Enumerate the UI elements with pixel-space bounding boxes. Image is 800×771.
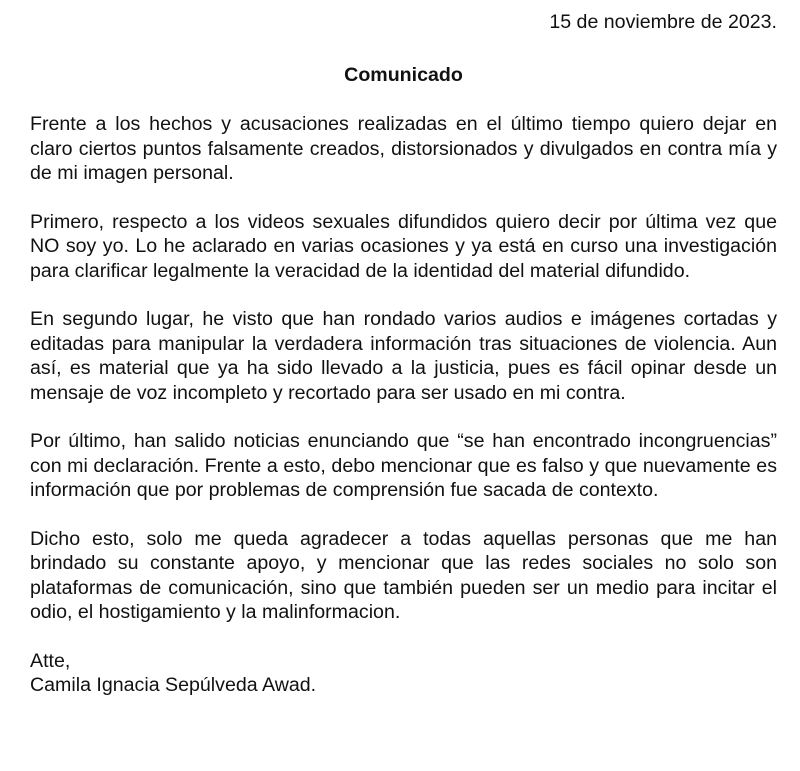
paragraph-2: Primero, respecto a los videos sexuales difundidos quiero decir por última vez que NO soy yo. Lo he aclarado en varias ocasiones y ya está en curso una investigación para clarificar legalmente la veracidad de la identidad del material difundido. (30, 210, 777, 282)
paragraph-1: Frente a los hechos y acusaciones realizadas en el último tiempo quiero dejar en claro ciertos puntos falsamente creados, distorsionados y divulgados en contra mía y de mi imagen personal. (30, 113, 777, 184)
paragraph-4: Por último, han salido noticias enunciando que “se han encontrado incongruencias” con mi declaración. Frente a esto, debo mencionar que es falso y que nuevamente es información que por problemas de comprensión fue sacada de contexto. (30, 430, 777, 501)
document-date: 15 de noviembre de 2023. (549, 11, 777, 33)
paragraph-3: En segundo lugar, he visto que han rondado varios audios e imágenes cortadas y editadas para manipular la verdadera información tras situaciones de violencia. Aun así, es material que ya ha sido llevado a la justicia, pues es fácil opinar desde un mensaje de voz incompleto y recortado para ser usado en mi contra. (30, 308, 777, 404)
document-title: Comunicado (344, 63, 463, 86)
closing-block (30, 649, 777, 698)
signature-name: Camila Ignacia Sepúlveda Awad. (30, 674, 317, 696)
paragraph-5: Dicho esto, solo me queda agradecer a todas aquellas personas que me han brindado su constante apoyo, y mencionar que las redes sociales no solo son plataformas de comunicación, sino que también pueden ser un medio para incitar el odio, el hostigamiento y la malinformacion. (30, 527, 777, 623)
closing-salutation: Atte, (30, 649, 71, 672)
